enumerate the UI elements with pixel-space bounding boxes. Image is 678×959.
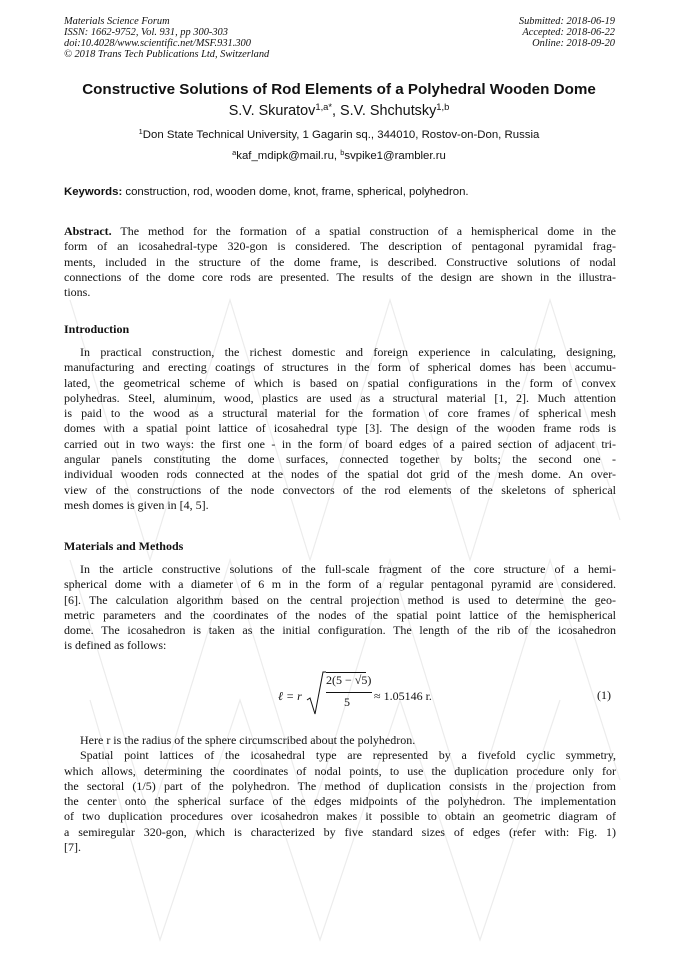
after-formula-line: of two duplication procedures over icosahedron makes it possible to obtain an geometric diagram of	[64, 809, 616, 824]
fraction-bar	[326, 692, 372, 693]
author-2: S.V. Shchutsky	[340, 103, 437, 119]
after-formula-line: Here r is the radius of the sphere circumscribed about the polyhedron.	[80, 733, 416, 747]
methods-line: In the article constructive solutions of the full-scale fragment of the core structure of a hemi-	[80, 562, 616, 576]
methods-line: [6]. The calculation algorithm based on the central projection method is used to determine the geo-	[64, 592, 616, 607]
intro-line: is paid to the wood as a structural material for the formation of core frames of spherical mesh	[64, 406, 616, 421]
abstract-line: ments, included in the structure of the dome frame, is described. Constructive solutions of nodal	[64, 254, 616, 269]
affiliation-text: Don State Technical University, 1 Gagarin sq., 344010, Rostov-on-Don, Russia	[142, 129, 540, 141]
introduction-heading: Introduction	[64, 322, 130, 336]
keywords-label: Keywords:	[64, 186, 123, 198]
intro-line: mesh domes is given in [4, 5].	[64, 497, 209, 512]
intro-line: domes with a spatial point lattice of icosahedral type [3]. The design of the wooden frame rods is	[64, 421, 616, 436]
intro-line: individual wooden rods connected at the nodes of the spatial dot grid of the mesh dome. An over-	[64, 467, 616, 482]
author-1-sup: 1,a*	[315, 101, 333, 112]
dates-info	[519, 16, 615, 49]
email-separator: ,	[333, 150, 341, 162]
equation-rhs: ≈ 1.05146 r.	[374, 689, 432, 703]
intro-line: angular panels constituting the dome surfaces, connected together by bolts; the second one -	[64, 452, 616, 467]
intro-line: carried out in two ways: the first one - in the form of board edges of a paired section of adjacent tri-	[64, 436, 616, 451]
methods-line: dome. The icosahedron is taken as the initial configuration. The length of the rib of the icosahedron	[64, 623, 616, 638]
abstract	[64, 224, 616, 300]
methods-line: is defined as follows:	[64, 638, 167, 653]
after-formula-body	[64, 733, 616, 855]
email-b: svpike1@rambler.ru	[344, 150, 446, 162]
intro-line: manufacturing and erecting coatings of structures in the form of spherical domes has been accumu-	[64, 360, 616, 375]
intro-line: polyhedras. Steel, aluminum, wood, plastics are used as a structural material [1, 2]. Much attention	[64, 390, 616, 405]
accepted-date: Accepted: 2018-06-22	[522, 27, 615, 38]
keywords-text: construction, rod, wooden dome, knot, frame, spherical, polyhedron.	[122, 186, 469, 198]
abstract-label: Abstract.	[64, 224, 112, 238]
methods-line: spherical dome with a diameter of 6 m in the form of a regular pentagonal pyramid are considered.	[64, 577, 616, 592]
after-formula-line: a semiregular 320-gon, which is characterized by five standard sizes of edges (refer with: Fig. 1)	[64, 824, 616, 839]
issn-line: ISSN: 1662-9752, Vol. 931, pp 300-303	[64, 27, 228, 38]
equation-number: (1)	[597, 688, 611, 702]
abstract-line: form of an icosahedral-type 320-gon is considered. The description of pentagonal pyramidal frag-	[64, 239, 616, 254]
email-b-sup: b	[340, 147, 345, 157]
equation	[278, 668, 432, 718]
equation-numerator: 2(5 − √5)	[326, 673, 372, 687]
paper-title: Constructive Solutions of Rod Elements of a Polyhedral Wooden Dome	[82, 81, 596, 98]
author-2-sup: 1,b	[436, 101, 450, 112]
journal-name: Materials Science Forum	[64, 16, 170, 27]
email-a-sup: a	[232, 147, 237, 157]
journal-info	[64, 16, 269, 60]
methods-body	[64, 562, 616, 654]
keywords	[64, 186, 616, 198]
affiliation	[0, 126, 678, 141]
submitted-date: Submitted: 2018-06-19	[518, 16, 615, 27]
email-a: kaf_mdipk@mail.ru	[236, 150, 334, 162]
intro-line: view of the constructions of the node convectors of the rod elements of the skeletons of spherical	[64, 482, 616, 497]
after-formula-line: Spatial point lattices of the icosahedral type are represented by a fivefold cyclic symmetry,	[80, 748, 616, 763]
online-date: Online: 2018-09-20	[532, 38, 615, 49]
copyright-line: © 2018 Trans Tech Publications Ltd, Switzerland	[64, 49, 270, 60]
after-formula-line: which allows, determining the coordinates of nodal points, to use the duplication procedure only for	[64, 763, 616, 778]
equation-denominator: 5	[344, 695, 350, 709]
author-1: S.V. Skuratov	[228, 103, 316, 119]
abstract-line: tions.	[64, 285, 91, 300]
equation-lhs: ℓ = r	[278, 689, 302, 703]
intro-line: In practical construction, the richest domestic and foreign experience in calculating, designing,	[80, 345, 616, 359]
authors	[0, 103, 678, 119]
after-formula-line: [7].	[64, 840, 81, 855]
after-formula-line: the sectoral (1/5) part of the polyhedron. The method of duplication consists in the projection from	[64, 778, 616, 793]
radical-sign	[306, 668, 326, 718]
author-separator: ,	[332, 103, 341, 119]
affiliation-sup: 1	[138, 126, 143, 136]
abstract-line: connections of the dome core rods are presented. The results of the design are shown in the illustra-	[64, 269, 616, 284]
after-formula-line: the center onto the spherical surface of the edges midpoints of the polyhedron. The implementation	[64, 794, 616, 809]
abstract-line: Abstract. The method for the formation of a spatial construction of a hemispherical dome in the	[64, 224, 616, 238]
doi-line: doi:10.4028/www.scientific.net/MSF.931.300	[64, 38, 251, 49]
intro-line: lated, the geometrical scheme of which is based on spatial configurations in the form of convex	[64, 375, 616, 390]
emails	[0, 147, 678, 162]
methods-line: metric parameters and the coordinates of the nodes of the spatial point lattice of the hemispherical	[64, 607, 616, 622]
methods-heading: Materials and Methods	[64, 539, 184, 553]
introduction-body	[64, 345, 616, 513]
